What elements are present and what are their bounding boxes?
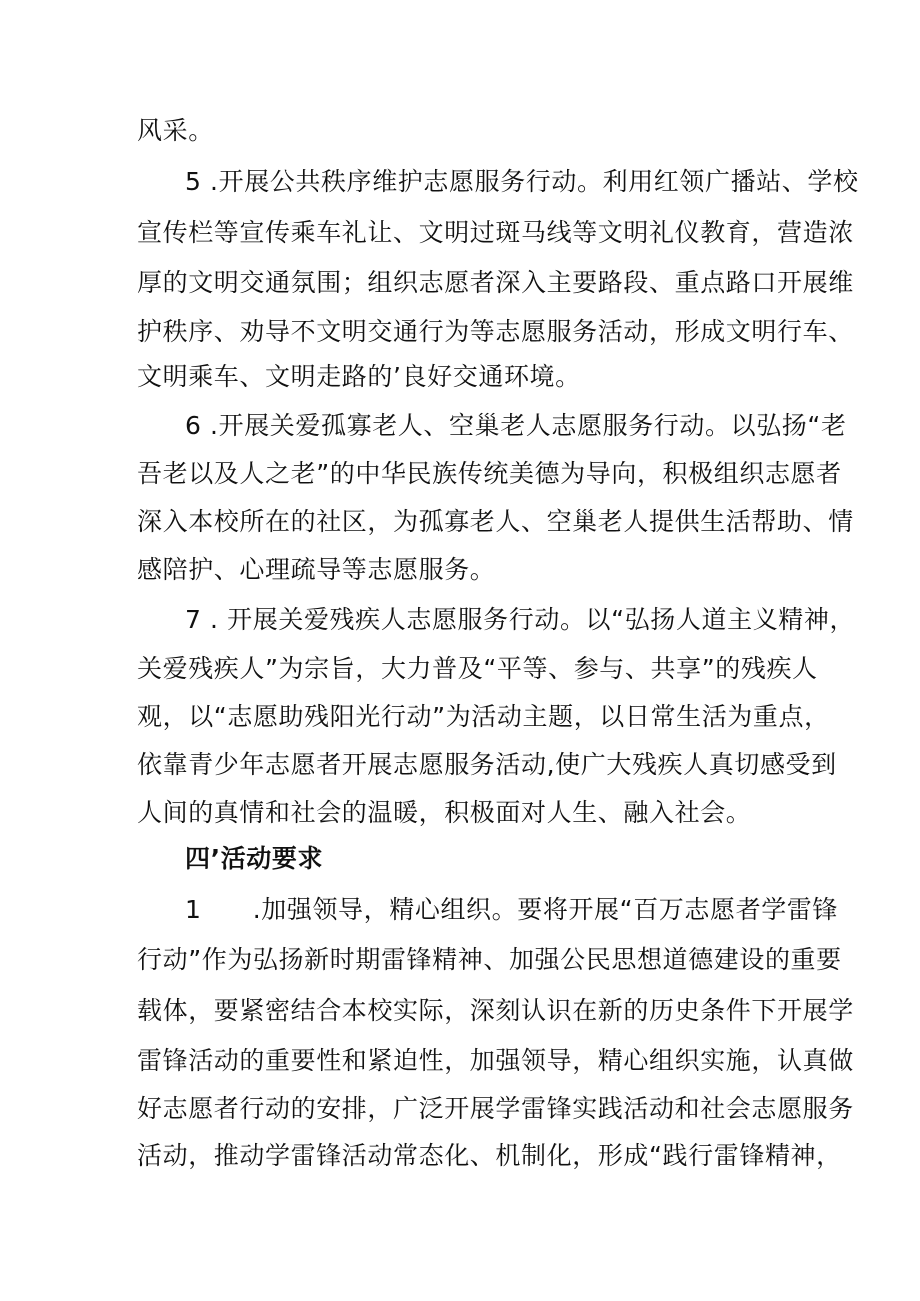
text-line: 护秩序、劝导不文明交通行为等志愿服务活动，形成文明行车、 bbox=[137, 317, 854, 346]
text-line: 1 .加强领导，精心组织。要将开展“百万志愿者学雷锋 bbox=[185, 895, 839, 924]
section-heading: 四’活动要求 bbox=[185, 844, 324, 873]
text-line: 雷锋活动的重要性和紧迫性，加强领导，精心组织实施，认真做 bbox=[137, 1046, 854, 1075]
text-line: 厚的文明交通氛围；组织志愿者深入主要路段、重点路口开展维 bbox=[137, 268, 854, 297]
text-line: 载体，要紧密结合本校实际，深刻认识在新的历史条件下开展学 bbox=[137, 996, 854, 1025]
text-line: 关爱残疾人”为宗旨，大力普及“平等、参与、共享”的残疾人 bbox=[137, 654, 818, 683]
text-line: 6 .开展关爱孤寡老人、空巢老人志愿服务行动。以弘扬“老 bbox=[185, 411, 847, 440]
text-line: 5 .开展公共秩序维护志愿服务行动。利用红领广播站、学校 bbox=[185, 167, 859, 196]
text-line: 观，以“志愿助残阳光行动”为活动主题，以日常生活为重点， bbox=[137, 702, 830, 731]
text-line: 感陪护、心理疏导等志愿服务。 bbox=[137, 555, 496, 584]
text-line: 好志愿者行动的安排，广泛开展学雷锋实践活动和社会志愿服务 bbox=[137, 1094, 854, 1123]
text-line: 文明乘车、文明走路的’良好交通环境。 bbox=[137, 362, 581, 391]
text-line: 7 . 开展关爱残疾人志愿服务行动。以“弘扬人道主义精神， bbox=[185, 605, 856, 634]
text-line: 人间的真情和社会的温暖，积极面对人生、融入社会。 bbox=[137, 798, 752, 827]
text-line: 风采。 bbox=[137, 116, 214, 145]
text-line: 宣传栏等宣传乘车礼让、文明过斑马线等文明礼仪教育，营造浓 bbox=[137, 218, 854, 247]
text-line: 活动，推动学雷锋活动常态化、机制化，形成“践行雷锋精神， bbox=[137, 1141, 842, 1170]
text-line: 深入本校所在的社区，为孤寡老人、空巢老人提供生活帮助、情 bbox=[137, 507, 854, 536]
text-line: 依靠青少年志愿者开展志愿服务活动,使广大残疾人真切感受到 bbox=[137, 750, 837, 779]
text-line: 吾老以及人之老”的中华民族传统美德为导向，积极组织志愿者 bbox=[137, 459, 842, 488]
text-line: 行动”作为弘扬新时期雷锋精神、加强公民思想道德建设的重要 bbox=[137, 945, 842, 974]
